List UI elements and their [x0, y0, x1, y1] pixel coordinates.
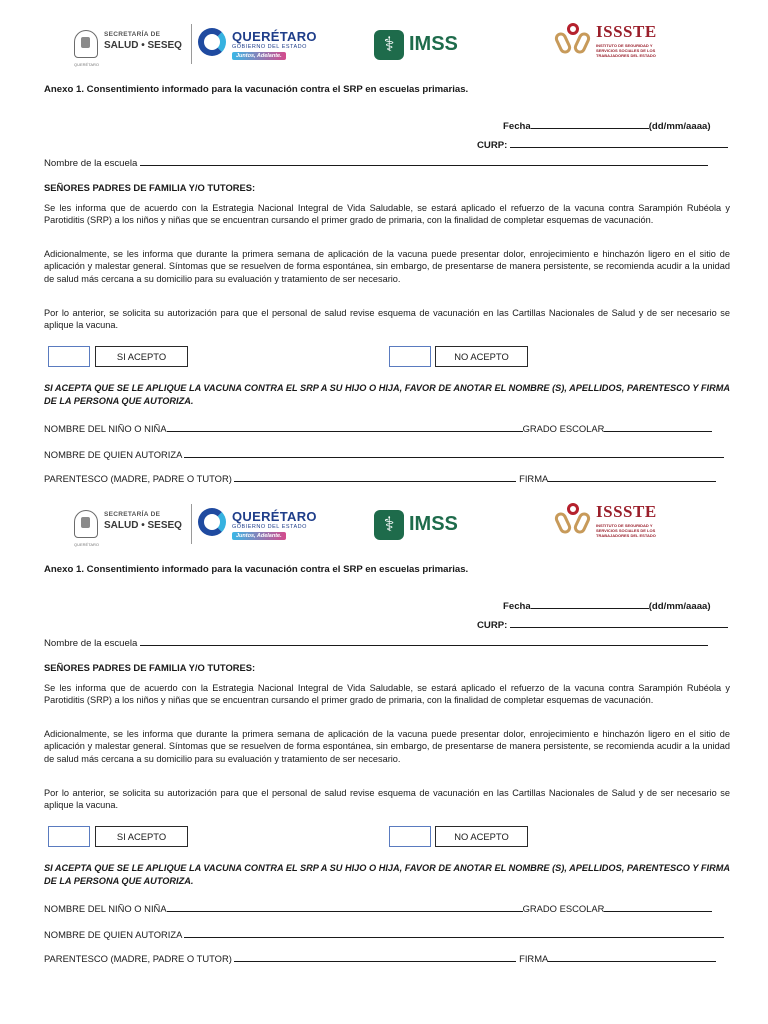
grade-line[interactable] [604, 422, 712, 432]
queretaro-logo [198, 26, 318, 68]
accept-checkbox[interactable] [48, 826, 90, 847]
accept-label-box[interactable]: SI ACEPTO [95, 346, 188, 367]
authorizer-line[interactable] [184, 928, 724, 938]
seseq-logo [74, 28, 189, 67]
seseq-logo-text-small: SECRETARÍA DE [104, 511, 161, 518]
seseq-logo-caption: QUERÉTARO [74, 62, 100, 67]
authorizer-label: NOMBRE DE QUIEN AUTORIZA [44, 449, 182, 460]
seseq-logo [74, 508, 189, 547]
child-name-line[interactable] [167, 422, 523, 432]
logo-divider [191, 504, 192, 544]
signature-label: FIRMA [519, 953, 549, 964]
queretaro-logo-name: QUERÉTARO [232, 509, 317, 524]
relationship-line[interactable] [234, 952, 516, 962]
grade-label: GRADO ESCOLAR [522, 423, 605, 434]
date-label: Fecha [503, 601, 531, 612]
date-line[interactable] [531, 599, 649, 609]
authorizer-label: NOMBRE DE QUIEN AUTORIZA [44, 929, 182, 940]
imss-logo-text: IMSS [409, 513, 458, 535]
greeting-heading: SEÑORES PADRES DE FAMILIA Y/O TUTORES: [44, 662, 256, 673]
child-name-row[interactable] [44, 422, 712, 435]
school-name-field[interactable] [44, 636, 708, 650]
child-name-line[interactable] [167, 902, 523, 912]
logo-divider [191, 24, 192, 64]
school-name-label: Nombre de la escuela [44, 158, 138, 169]
queretaro-logo [198, 506, 318, 548]
consent-notice: SI ACEPTA QUE SE LE APLIQUE LA VACUNA CONTRA EL SRP A SU HIJO O HIJA, FAVOR DE ANOTAR EL NOMBRE (S), APELLIDOS, PARENTESCO Y FIRMA DE LA PERSONA QUE AUTORIZA. [44, 383, 730, 406]
reject-checkbox[interactable] [389, 826, 431, 847]
queretaro-q-icon [198, 508, 226, 536]
signature-line[interactable] [548, 952, 716, 962]
seseq-logo-text: SALUD • SESEQ [104, 520, 182, 531]
relationship-label: PARENTESCO (MADRE, PADRE O TUTOR) [44, 473, 232, 484]
state-seal-icon [74, 510, 98, 538]
school-name-label: Nombre de la escuela [44, 638, 138, 649]
date-label: Fecha [503, 121, 531, 132]
date-field[interactable] [503, 599, 711, 613]
queretaro-logo-slogan: Juntos, Adelante. [232, 52, 286, 60]
queretaro-logo-name: QUERÉTARO [232, 29, 317, 44]
consent-form-1 [0, 0, 768, 484]
child-name-label: NOMBRE DEL NIÑO O NIÑA [44, 423, 167, 434]
paragraph-strategy: Se les informa que de acuerdo con la Estrategia Nacional Integral de Vida Saludable, se estará aplicado el refuerzo de la vacuna contra Sarampión Rubéola y Parotiditis (SRP) a los niños y niñas que se encuentran cursando el primer grado de primaria, con la finalidad de completar esquemas de vacunación. [44, 683, 730, 706]
greeting-heading: SEÑORES PADRES DE FAMILIA Y/O TUTORES: [44, 182, 256, 193]
paragraph-side-effects: Adicionalmente, se les informa que durante la primera semana de aplicación de la vacuna puede presentar dolor, enrojecimiento e hinchazón ligero en el sitio de aplicación y malestar general. Síntomas que se resuelven de forma espontánea, sin embargo, de presentarse de manera persistente, se recomienda acudir a la unidad de salud más cercana a su domicilio para su evaluación y tratamiento de ser necesario. [44, 729, 730, 764]
issste-logo [556, 500, 676, 546]
paragraph-authorization: Por lo anterior, se solicita su autorización para que el personal de salud revise esquema de vacunación en las Cartillas Nacionales de Salud y de ser necesario se aplique la vacuna. [44, 308, 730, 331]
school-name-field[interactable] [44, 156, 708, 170]
paragraph-side-effects: Adicionalmente, se les informa que durante la primera semana de aplicación de la vacuna puede presentar dolor, enrojecimiento e hinchazón ligero en el sitio de aplicación y malestar general. Síntomas que se resuelven de forma espontánea, sin embargo, de presentarse de manera persistente, se recomienda acudir a la unidad de salud más cercana a su domicilio para su evaluación y tratamiento de ser necesario. [44, 249, 730, 284]
logo-header [0, 18, 768, 68]
reject-label-box[interactable]: NO ACEPTO [435, 346, 528, 367]
issste-logo [556, 20, 676, 66]
seseq-logo-caption: QUERÉTARO [74, 542, 100, 547]
issste-logo-text: ISSSTE [596, 502, 657, 521]
issste-emblem-icon [556, 22, 590, 58]
issste-emblem-icon [556, 502, 590, 538]
curp-label: CURP: [477, 140, 508, 151]
curp-field[interactable] [477, 618, 728, 632]
queretaro-logo-subtitle: GOBIERNO DEL ESTADO [232, 44, 307, 50]
date-line[interactable] [531, 119, 649, 129]
curp-line[interactable] [510, 138, 728, 148]
accept-checkbox[interactable] [48, 346, 90, 367]
relationship-label: PARENTESCO (MADRE, PADRE O TUTOR) [44, 953, 232, 964]
signature-label: FIRMA [519, 473, 549, 484]
imss-logo [374, 28, 460, 62]
authorizer-row[interactable] [44, 448, 724, 461]
grade-label: GRADO ESCOLAR [522, 903, 605, 914]
logo-header [0, 498, 768, 548]
date-format: (dd/mm/aaaa) [648, 121, 711, 132]
date-format: (dd/mm/aaaa) [648, 601, 711, 612]
imss-emblem-icon: ⚕ [374, 30, 404, 60]
annex-title: Anexo 1. Consentimiento informado para la vacunación contra el SRP en escuelas primarias. [44, 564, 469, 575]
school-name-line[interactable] [140, 636, 708, 646]
reject-checkbox[interactable] [389, 346, 431, 367]
issste-logo-subtitle: INSTITUTO DE SEGURIDAD Y SERVICIOS SOCIALES DE LOS TRABAJADORES DEL ESTADO [596, 43, 656, 58]
accept-label-box[interactable]: SI ACEPTO [95, 826, 188, 847]
consent-notice: SI ACEPTA QUE SE LE APLIQUE LA VACUNA CONTRA EL SRP A SU HIJO O HIJA, FAVOR DE ANOTAR EL NOMBRE (S), APELLIDOS, PARENTESCO Y FIRMA DE LA PERSONA QUE AUTORIZA. [44, 863, 730, 886]
state-seal-icon [74, 30, 98, 58]
relationship-row[interactable] [44, 952, 716, 965]
consent-form-2 [0, 480, 768, 964]
curp-field[interactable] [477, 138, 728, 152]
seseq-logo-text: SALUD • SESEQ [104, 40, 182, 51]
child-name-label: NOMBRE DEL NIÑO O NIÑA [44, 903, 167, 914]
date-field[interactable] [503, 119, 711, 133]
seseq-logo-text-small: SECRETARÍA DE [104, 31, 161, 38]
reject-label-box[interactable]: NO ACEPTO [435, 826, 528, 847]
queretaro-logo-subtitle: GOBIERNO DEL ESTADO [232, 524, 307, 530]
imss-logo-text: IMSS [409, 33, 458, 55]
imss-emblem-icon: ⚕ [374, 510, 404, 540]
paragraph-strategy: Se les informa que de acuerdo con la Estrategia Nacional Integral de Vida Saludable, se estará aplicado el refuerzo de la vacuna contra Sarampión Rubéola y Parotiditis (SRP) a los niños y niñas que se encuentran cursando el primer grado de primaria, con la finalidad de completar esquemas de vacunación. [44, 203, 730, 226]
curp-line[interactable] [510, 618, 728, 628]
queretaro-logo-slogan: Juntos, Adelante. [232, 532, 286, 540]
issste-logo-text: ISSSTE [596, 22, 657, 41]
annex-title: Anexo 1. Consentimiento informado para la vacunación contra el SRP en escuelas primarias. [44, 84, 469, 95]
issste-logo-subtitle: INSTITUTO DE SEGURIDAD Y SERVICIOS SOCIALES DE LOS TRABAJADORES DEL ESTADO [596, 523, 656, 538]
paragraph-authorization: Por lo anterior, se solicita su autorización para que el personal de salud revise esquema de vacunación en las Cartillas Nacionales de Salud y de ser necesario se aplique la vacuna. [44, 788, 730, 811]
child-name-row[interactable] [44, 902, 712, 915]
school-name-line[interactable] [140, 156, 708, 166]
queretaro-q-icon [198, 28, 226, 56]
authorizer-line[interactable] [184, 448, 724, 458]
curp-label: CURP: [477, 620, 508, 631]
grade-line[interactable] [604, 902, 712, 912]
imss-logo [374, 508, 460, 542]
authorizer-row[interactable] [44, 928, 724, 941]
